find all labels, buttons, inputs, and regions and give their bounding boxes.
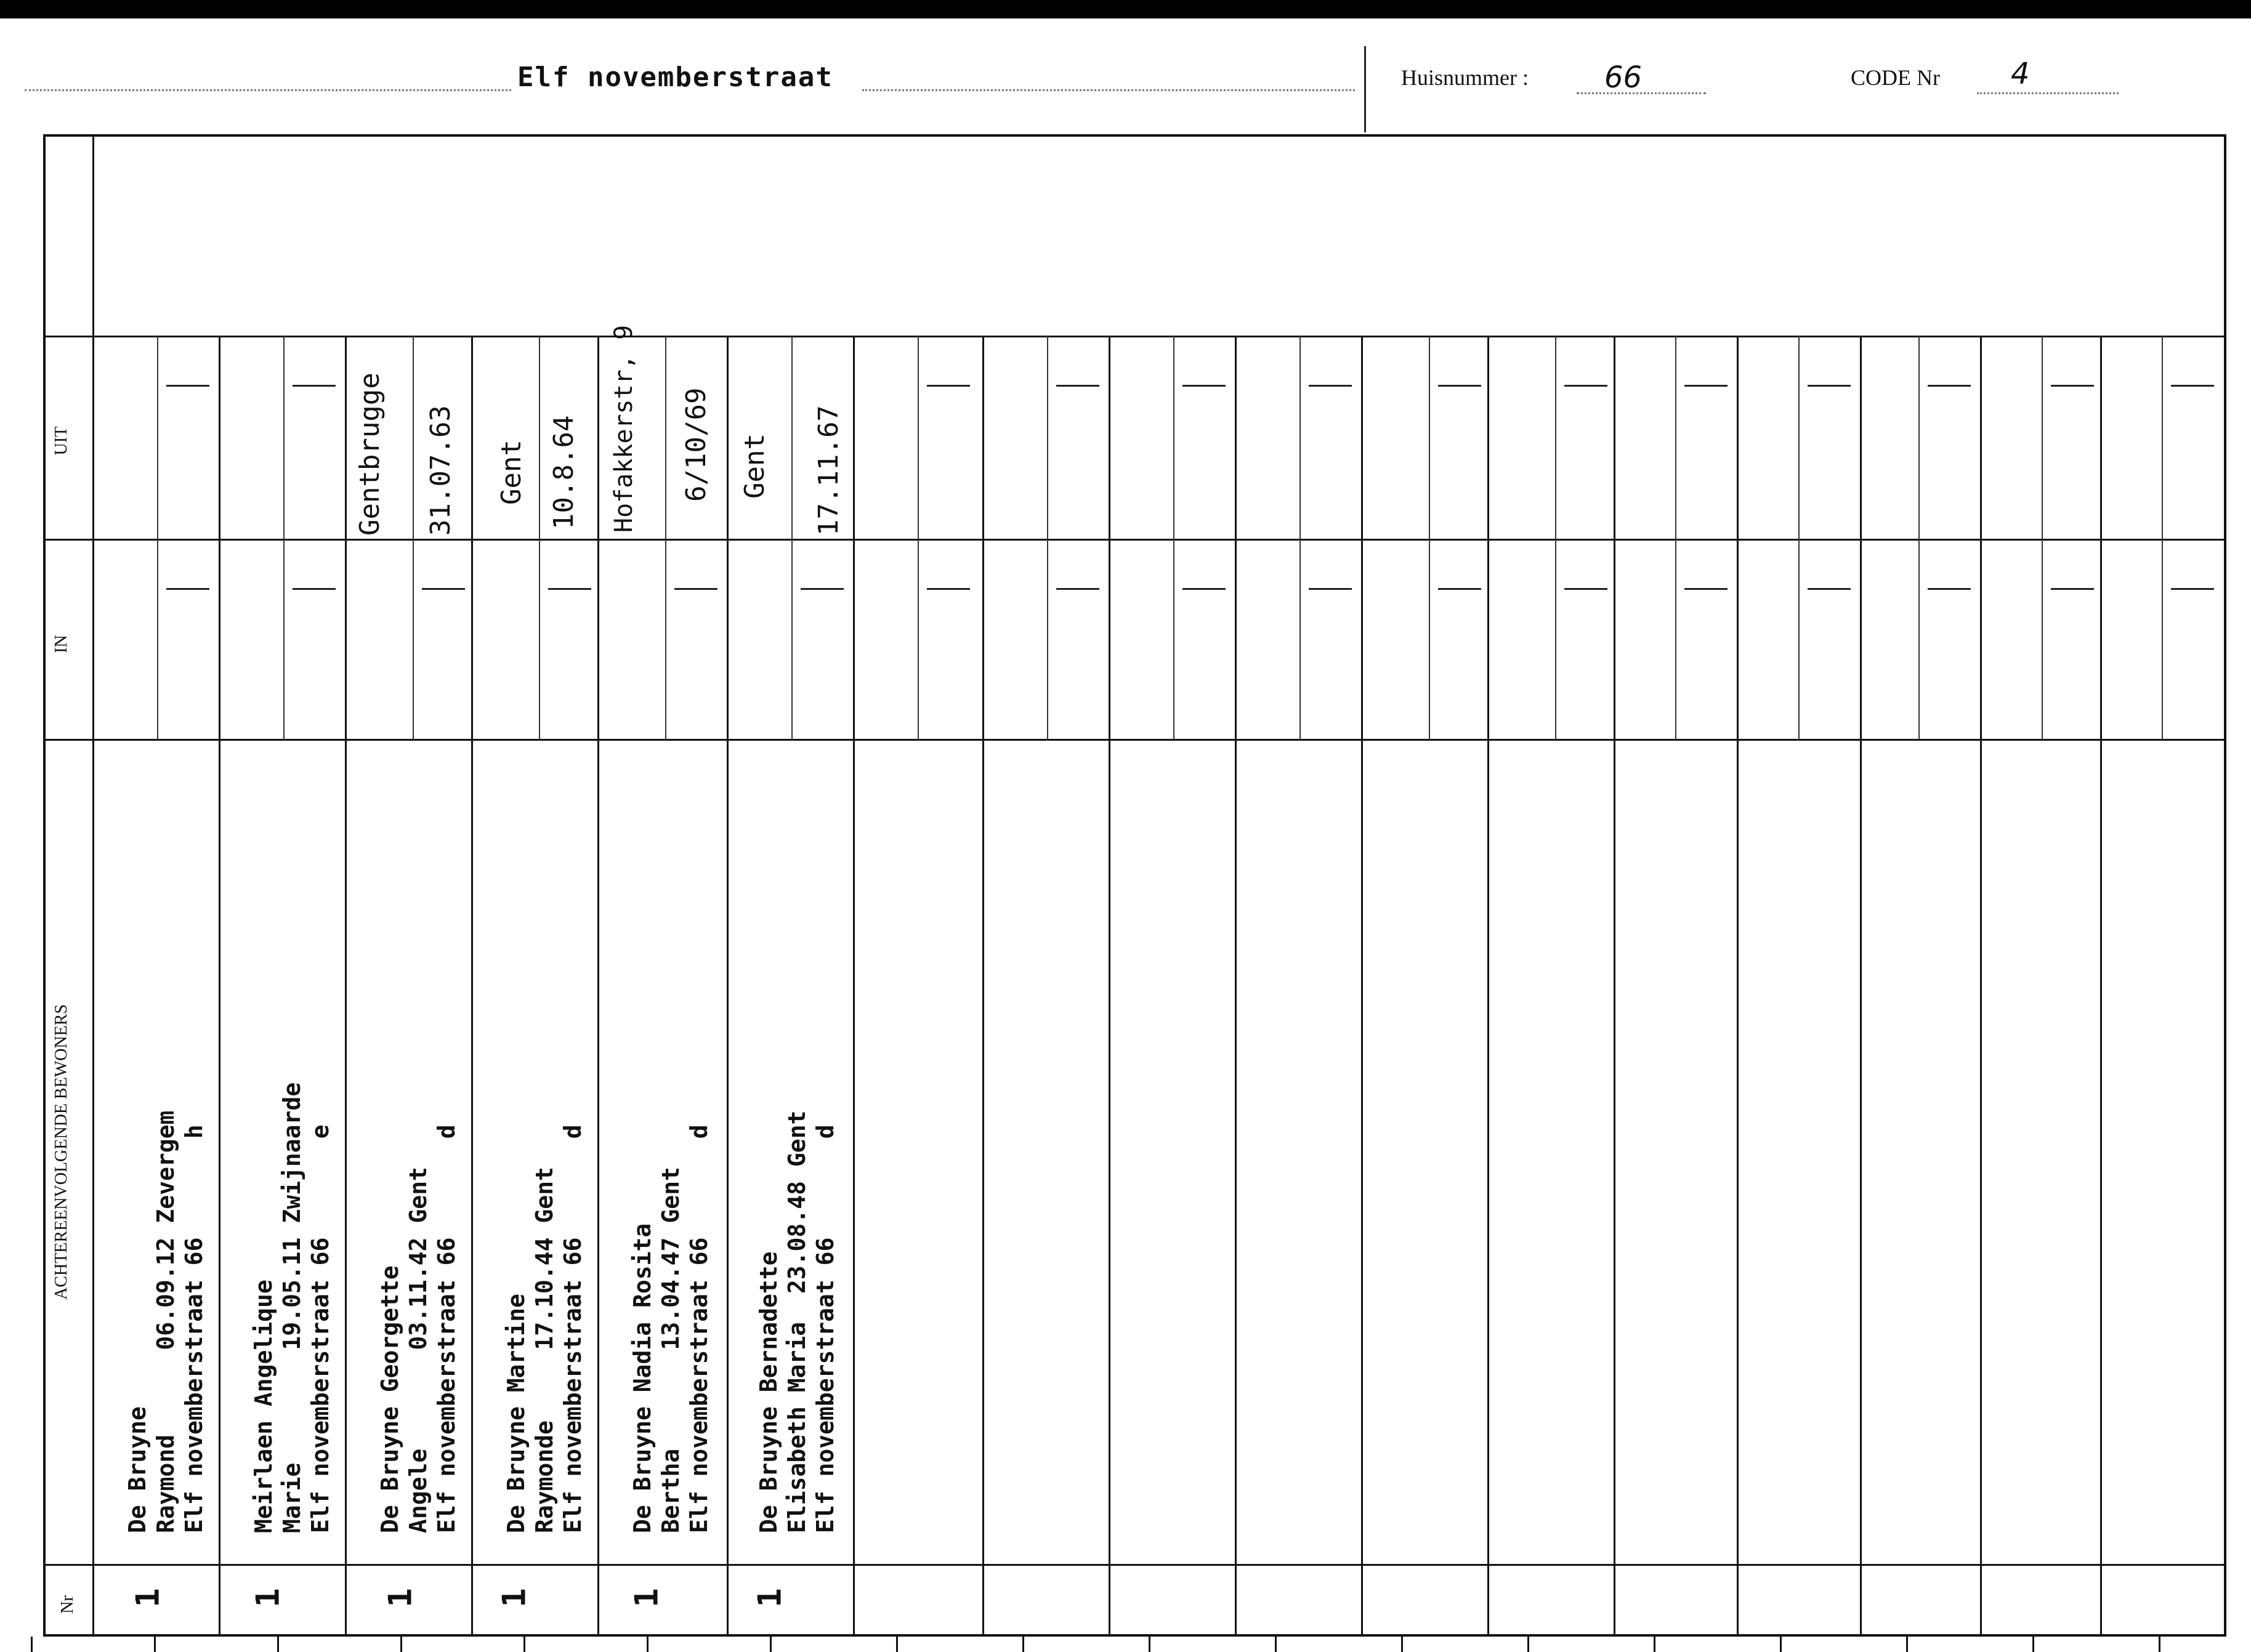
sub-divider	[539, 336, 540, 739]
in-dash	[2171, 588, 2214, 590]
huisnummer-label: Huisnummer :	[1401, 65, 1529, 90]
uit-date: 17.11.67	[813, 405, 844, 536]
resident-line: Elf novemberstraat 66 d	[685, 1124, 713, 1533]
uit-date: 31.07.63	[425, 405, 456, 536]
uit-place: Gent	[496, 440, 527, 505]
col-divider	[597, 336, 599, 1637]
col-divider	[471, 336, 473, 1637]
bottom-tick	[400, 1637, 402, 1652]
in-dash	[2051, 588, 2094, 590]
resident-nr: 1	[751, 1588, 789, 1608]
in-dash	[293, 588, 336, 590]
in-dash	[1808, 588, 1851, 590]
resident-line: Elisabeth Maria 23.08.48 Gent	[783, 1110, 810, 1533]
col-divider	[1487, 336, 1489, 1637]
uit-top-line	[43, 336, 2226, 337]
in-dash	[1309, 588, 1352, 590]
resident-entry	[123, 1111, 208, 1533]
in-dash	[1182, 588, 1226, 590]
resident-line: De Bruyne Georgette	[376, 1265, 403, 1533]
col-divider	[2100, 336, 2102, 1637]
in-dash	[166, 588, 209, 590]
sub-divider	[791, 336, 793, 739]
resident-entry	[249, 1082, 334, 1533]
code-value: 4	[2011, 57, 2030, 91]
bottom-tick	[1780, 1637, 1782, 1652]
uit-dash	[1684, 385, 1728, 387]
in-dash	[422, 588, 465, 590]
uit-place: Hofakkerstr, 9	[610, 324, 638, 533]
resident-line: De Bruyne Martine	[503, 1294, 530, 1533]
bottom-tick	[523, 1637, 525, 1652]
uit-date: 10.8.64	[548, 415, 580, 530]
resident-line: De Bruyne	[124, 1406, 151, 1533]
sub-divider	[1555, 336, 1556, 739]
uit-dash	[1564, 385, 1607, 387]
sub-divider	[1798, 336, 1800, 739]
uit-dash	[927, 385, 970, 387]
resident-entry	[754, 1111, 839, 1533]
sub-divider	[918, 336, 919, 739]
in-dash	[548, 588, 591, 590]
resident-nr: 1	[129, 1588, 167, 1608]
col-divider	[727, 336, 729, 1637]
uit-place: Gent	[739, 433, 770, 499]
scan-top-border	[0, 0, 2251, 18]
in-dash	[927, 588, 970, 590]
resident-line: De Bruyne Bernadette	[755, 1251, 782, 1533]
bottom-tick	[1527, 1637, 1529, 1652]
col-divider	[1614, 336, 1615, 1637]
code-dots	[1977, 92, 2119, 94]
resident-nr: 1	[382, 1588, 419, 1608]
col-divider	[1109, 336, 1110, 1637]
uit-dash	[1309, 385, 1352, 387]
resident-line: Elf novemberstraat 66 e	[307, 1124, 334, 1533]
col-divider	[345, 336, 347, 1637]
header-street-dots-left	[25, 89, 511, 91]
sub-divider	[1173, 336, 1174, 739]
in-dash	[1684, 588, 1728, 590]
bottom-tick	[277, 1637, 279, 1652]
sub-divider	[1429, 336, 1430, 739]
uit-dash	[2171, 385, 2214, 387]
bottom-tick	[1022, 1637, 1024, 1652]
in-dash	[674, 588, 717, 590]
resident-line: Raymond 06.09.12 Zevergem	[152, 1110, 179, 1533]
street-name: Elf novemberstraat	[517, 62, 833, 93]
code-label: CODE Nr	[1851, 65, 1940, 90]
uit-label: UIT	[52, 426, 71, 456]
in-label: IN	[52, 635, 71, 653]
resident-line: Bertha 13.04.47 Gent	[657, 1167, 684, 1533]
uit-dash	[1182, 385, 1226, 387]
col-divider	[1860, 336, 1862, 1637]
sub-divider	[1918, 336, 1920, 739]
bewoners-top-line	[43, 739, 2226, 741]
uit-dash	[293, 385, 336, 387]
resident-line: Elf novemberstraat 66 d	[812, 1124, 839, 1533]
col-divider	[1235, 336, 1237, 1637]
uit-dash	[1808, 385, 1851, 387]
uit-dash	[1438, 385, 1481, 387]
sub-divider	[2042, 336, 2043, 739]
header-divider	[1364, 46, 1366, 132]
bottom-tick	[1149, 1637, 1150, 1652]
in-top-line	[43, 539, 2226, 541]
sub-divider	[1675, 336, 1676, 739]
bottom-tick	[2032, 1637, 2034, 1652]
in-dash	[1438, 588, 1481, 590]
resident-line: Elf novemberstraat 66 h	[180, 1124, 208, 1533]
in-dash	[1056, 588, 1099, 590]
resident-line: Meirlaen Angelique	[250, 1279, 277, 1533]
resident-line: De Bruyne Nadia Rosita	[629, 1223, 656, 1533]
bottom-tick	[1654, 1637, 1655, 1652]
in-dash	[801, 588, 844, 590]
resident-nr: 1	[628, 1588, 666, 1608]
sub-divider	[1299, 336, 1301, 739]
header-street-dots-right	[862, 89, 1355, 91]
nr-top-line	[43, 1564, 2226, 1566]
bottom-tick	[647, 1637, 649, 1652]
resident-line: Angele 03.11.42 Gent	[405, 1167, 432, 1533]
resident-line: Elf novemberstraat 66 d	[559, 1124, 586, 1533]
resident-line: Marie 19.05.11 Zwijnaarde	[278, 1082, 305, 1533]
bottom-tick	[770, 1637, 772, 1652]
huisnummer-value: 66	[1604, 60, 1643, 95]
col-divider	[1361, 336, 1363, 1637]
bottom-tick	[1906, 1637, 1908, 1652]
col-divider	[853, 336, 855, 1637]
col-divider	[1737, 336, 1739, 1637]
uit-place: Gentbrugge	[354, 373, 386, 536]
nr-label: Nr	[58, 1595, 77, 1614]
sub-divider	[1047, 336, 1048, 739]
col-divider	[982, 336, 984, 1637]
uit-dash	[2051, 385, 2094, 387]
bottom-tick	[31, 1637, 33, 1652]
in-dash	[1928, 588, 1971, 590]
resident-entry	[628, 1125, 713, 1533]
in-dash	[1564, 588, 1607, 590]
label-column-divider	[92, 134, 94, 1637]
sub-divider	[665, 336, 666, 739]
sub-divider	[283, 336, 285, 739]
bottom-tick	[1275, 1637, 1277, 1652]
resident-entry	[502, 1125, 587, 1533]
bottom-tick	[2159, 1637, 2160, 1652]
uit-dash	[1928, 385, 1971, 387]
resident-line: Elf novemberstraat 66 d	[433, 1124, 460, 1533]
resident-nr: 1	[249, 1588, 287, 1608]
huisnummer-dots	[1577, 92, 1706, 94]
resident-entry	[376, 1125, 461, 1533]
uit-dash	[1056, 385, 1099, 387]
uit-dash	[166, 385, 209, 387]
register-frame	[43, 134, 2226, 1637]
resident-nr: 1	[496, 1588, 533, 1608]
bottom-tick	[154, 1637, 156, 1652]
resident-line: Raymonde 17.10.44 Gent	[531, 1167, 558, 1533]
sub-divider	[413, 336, 414, 739]
bottom-tick	[896, 1637, 898, 1652]
bottom-tick	[1401, 1637, 1403, 1652]
col-divider	[219, 336, 220, 1637]
bewoners-label: ACHTEREENVOLGENDE BEWONERS	[52, 1004, 71, 1300]
sub-divider	[2162, 336, 2163, 739]
sub-divider	[157, 336, 158, 739]
uit-date: 6/10/69	[681, 387, 712, 502]
col-divider	[1980, 336, 1982, 1637]
